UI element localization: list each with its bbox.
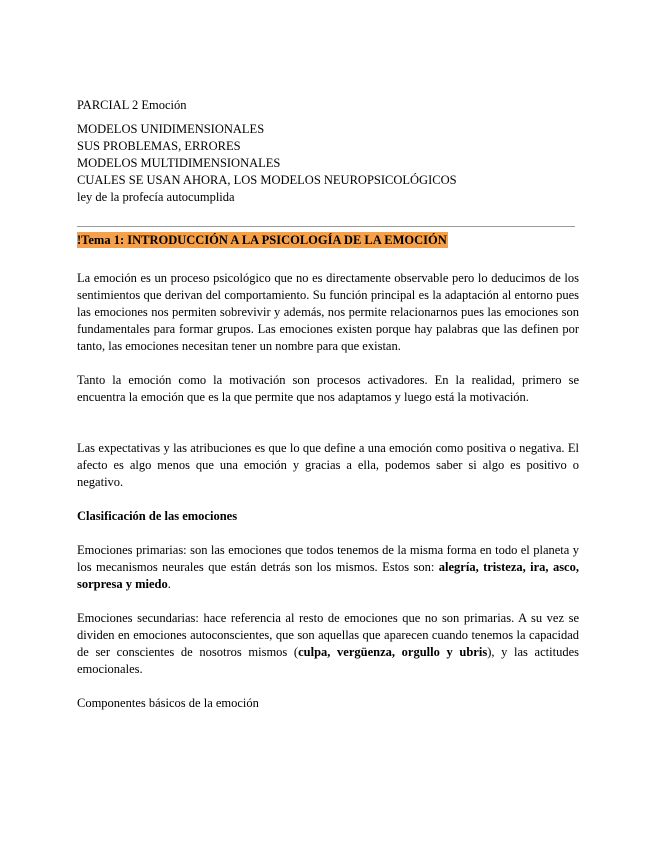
outline-line: CUALES SE USAN AHORA, LOS MODELOS NEUROPSICOLÓGICOS	[77, 173, 457, 187]
paragraph-secondary-emotions	[77, 610, 579, 678]
paragraph-emotion-definition: La emoción es un proceso psicológico que no es directamente observable pero lo deducimos de los sentimientos que derivan del comportamiento. Su función principal es la adaptación al entorno pues las emociones nos permiten sobrevivir y además, nos permite relacionarnos pues las emociones son fundamentales para formar grupos. Las emociones existen porque hay palabras que las definen por tanto, las emociones necesitan tener un nombre para que existan.	[77, 271, 579, 353]
primary-emotions-text: Emociones primarias: son las emociones que todos tenemos de la misma forma en todo el planeta y los mecanismos neurales que están detrás son los mismos. Estos son:	[77, 543, 579, 574]
primary-emotions-end: .	[167, 577, 171, 591]
document-content	[77, 97, 579, 712]
outline-line: MODELOS UNIDIMENSIONALES	[77, 122, 265, 136]
outline-line: MODELOS MULTIDIMENSIONALES	[77, 156, 281, 170]
outline-line: SUS PROBLEMAS, ERRORES	[77, 139, 241, 153]
outline-list	[77, 121, 579, 206]
topic-heading: !Tema 1: INTRODUCCIÓN A LA PSICOLOGÍA DE LA EMOCIÓN	[77, 233, 447, 247]
classification-heading: Clasificación de las emociones	[77, 509, 238, 523]
topic-heading-row	[77, 232, 579, 249]
secondary-emotions-end: ), y las actitudes emocionales.	[77, 645, 579, 676]
paragraph-expectations: Las expectativas y las atribuciones es que lo que define a una emoción como positiva o negativa. El afecto es algo menos que una emoción y gracias a ella, podemos saber si algo es positivo o negativo.	[77, 441, 579, 489]
secondary-emotions-text: Emociones secundarias: hace referencia al resto de emociones que no son primarias. A su vez se dividen en emociones autoconscientes, que son aquellas que aparecen cuando tenemos la capacidad de ser conscientes de nosotros mismos (	[77, 611, 579, 659]
primary-emotions-list: alegría, tristeza, ira, asco, sorpresa y miedo	[77, 560, 579, 591]
components-heading: Componentes básicos de la emoción	[77, 696, 259, 710]
document-title: PARCIAL 2 Emoción	[77, 98, 187, 112]
outline-line: ley de la profecía autocumplida	[77, 190, 235, 204]
secondary-emotions-list: culpa, vergüenza, orgullo y ubris	[298, 645, 488, 659]
paragraph-emotion-motivation: Tanto la emoción como la motivación son procesos activadores. En la realidad, primero se encuentra la emoción que es la que permite que nos adaptamos y luego está la motivación.	[77, 373, 579, 404]
horizontal-divider	[77, 226, 575, 227]
paragraph-primary-emotions	[77, 542, 579, 593]
